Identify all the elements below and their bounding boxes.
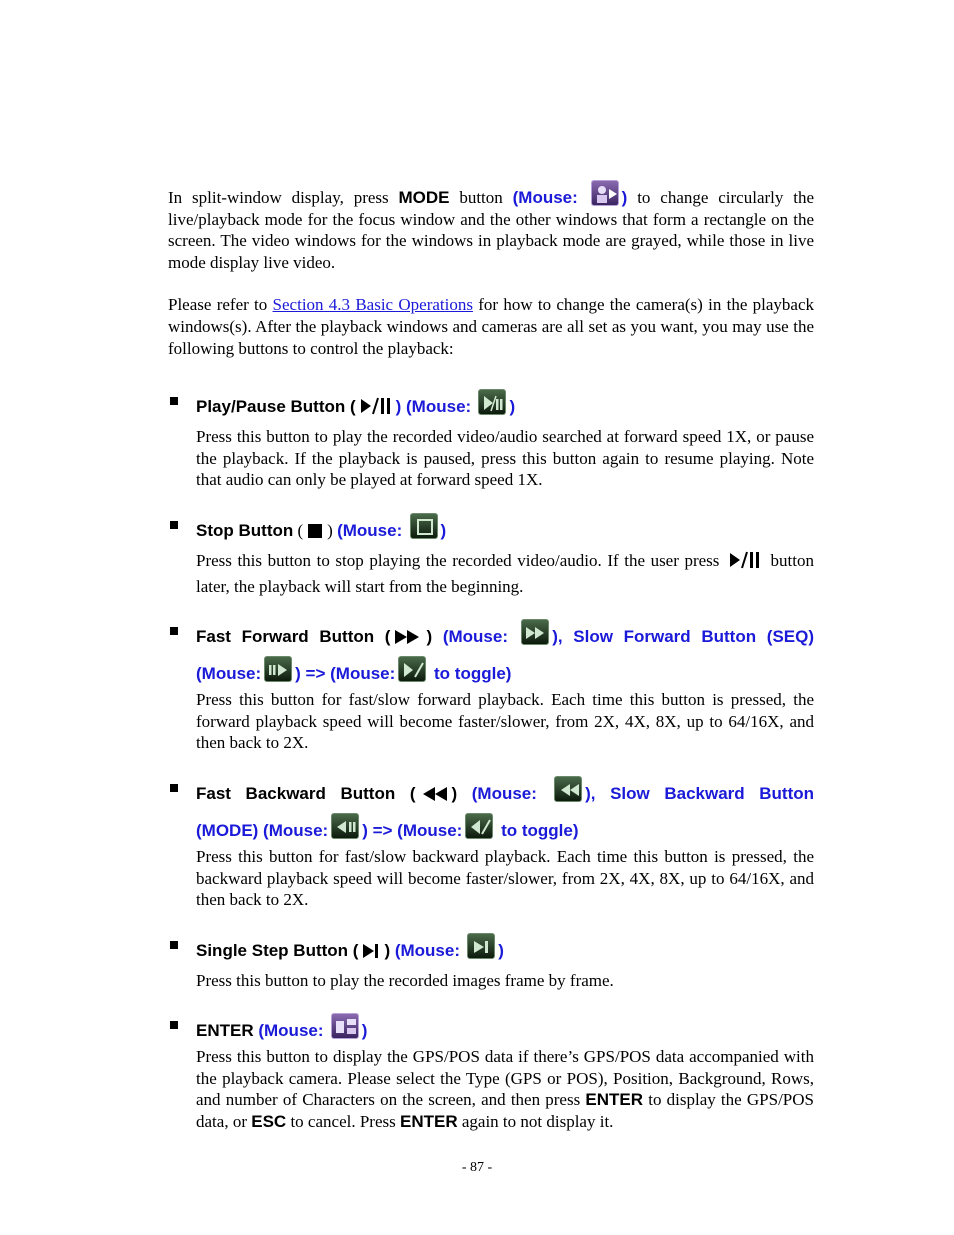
enter-keyword: ENTER: [585, 1090, 644, 1110]
stop-heading: Stop Button ( ) (Mouse: ): [196, 513, 814, 550]
single-step-description: Press this button to play the recorded images frame by frame.: [196, 970, 614, 990]
page-content: [168, 180, 814, 1155]
mode-mouse-icon[interactable]: [591, 180, 619, 206]
bullet-icon: [170, 397, 178, 405]
mode-keyword: MODE: [398, 188, 450, 207]
single-step-icon: [361, 940, 381, 970]
fast-backward-heading: Fast Backward Button ( ) (Mouse: ), Slow Backward Button: [196, 776, 814, 813]
enter-keyword: ENTER: [399, 1112, 458, 1132]
stop-description: Press this button to stop playing the recorded video/audio. If the user press button later, the playback will start from the beginning.: [196, 550, 815, 596]
bullet-icon: [170, 941, 178, 949]
fast-forward-heading-line2: (Mouse: ) => (Mouse: to toggle): [196, 656, 814, 689]
play-pause-icon: [728, 550, 762, 576]
toggle-backward-mouse-icon[interactable]: [465, 813, 493, 839]
play-pause-mouse-icon[interactable]: [478, 389, 506, 415]
toggle-forward-mouse-icon[interactable]: [398, 656, 426, 682]
enter-heading: ENTER (Mouse: ): [196, 1013, 814, 1046]
fast-forward-item: [168, 619, 814, 754]
play-pause-icon: [359, 396, 393, 426]
enter-description: Press this button to display the GPS/POS data if there’s GPS/POS data accompanied with the playback camera. Please select the Type (GPS or POS), Position, Background, Rows, and number of Characters on the screen, and then press ENTER to display the GPS/POS data, or ESC to cancel. Press ENTER again to not display it.: [196, 1047, 814, 1132]
fast-backward-icon: [419, 783, 449, 813]
bullet-icon: [170, 784, 178, 792]
single-step-item: [168, 933, 814, 992]
intro-paragraph-1: In split-window display, press MODE button (Mouse: ) to change circularly the live/playback mode for the focus window and the other windows that form a rectangle on the screen. The video windows for the windows in playback mode are grayed, while those in live mode display live video.: [168, 180, 814, 273]
enter-item: [168, 1013, 814, 1132]
slow-forward-mouse-icon[interactable]: [264, 656, 292, 682]
single-step-heading: Single Step Button ( ) (Mouse: ): [196, 933, 814, 970]
bullet-icon: [170, 627, 178, 635]
fast-backward-heading-line2: (MODE) (Mouse: ) => (Mouse: to toggle): [196, 813, 814, 846]
play-pause-heading: Play/Pause Button ( ) (Mouse: ): [196, 389, 814, 426]
slow-backward-mouse-icon[interactable]: [331, 813, 359, 839]
intro-paragraph-2: Please refer to Section 4.3 Basic Operations for how to change the camera(s) in the playback windows(s). After the playback windows and cameras are all set as you want, you may use the following buttons to control the playback:: [168, 295, 814, 358]
bullet-icon: [170, 521, 178, 529]
bullet-icon: [170, 1021, 178, 1029]
esc-keyword: ESC: [251, 1112, 287, 1132]
page-number: - 87 -: [461, 1160, 493, 1175]
stop-item: [168, 513, 814, 597]
single-step-mouse-icon[interactable]: [467, 933, 495, 959]
fast-forward-mouse-icon[interactable]: [521, 619, 549, 645]
fast-forward-icon: [393, 626, 423, 656]
section-link[interactable]: Section 4.3 Basic Operations: [272, 295, 473, 315]
fast-forward-heading: Fast Forward Button ( ) (Mouse: ), Slow Forward Button (SEQ): [196, 619, 814, 656]
enter-mouse-icon[interactable]: [331, 1013, 359, 1039]
fast-forward-description: Press this button for fast/slow forward playback. Each time this button is pressed, the forward playback speed will become faster/slower, from 2X, 4X, 8X, up to 64/16X, and then back to 2X.: [196, 690, 814, 753]
play-pause-description: Press this button to play the recorded video/audio searched at forward speed 1X, or pause the playback. If the playback is paused, press this button again to resume playing. Note that audio can only be played at forward speed 1X.: [196, 427, 814, 490]
fast-backward-mouse-icon[interactable]: [554, 776, 582, 802]
fast-backward-item: [168, 776, 814, 911]
play-pause-item: [168, 389, 814, 491]
stop-icon: [306, 520, 324, 550]
fast-backward-description: Press this button for fast/slow backward playback. Each time this button is pressed, the backward playback speed will become faster/slower, from 2X, 4X, 8X, up to 64/16X, and then back to 2X.: [196, 846, 814, 910]
stop-mouse-icon[interactable]: [410, 513, 438, 539]
